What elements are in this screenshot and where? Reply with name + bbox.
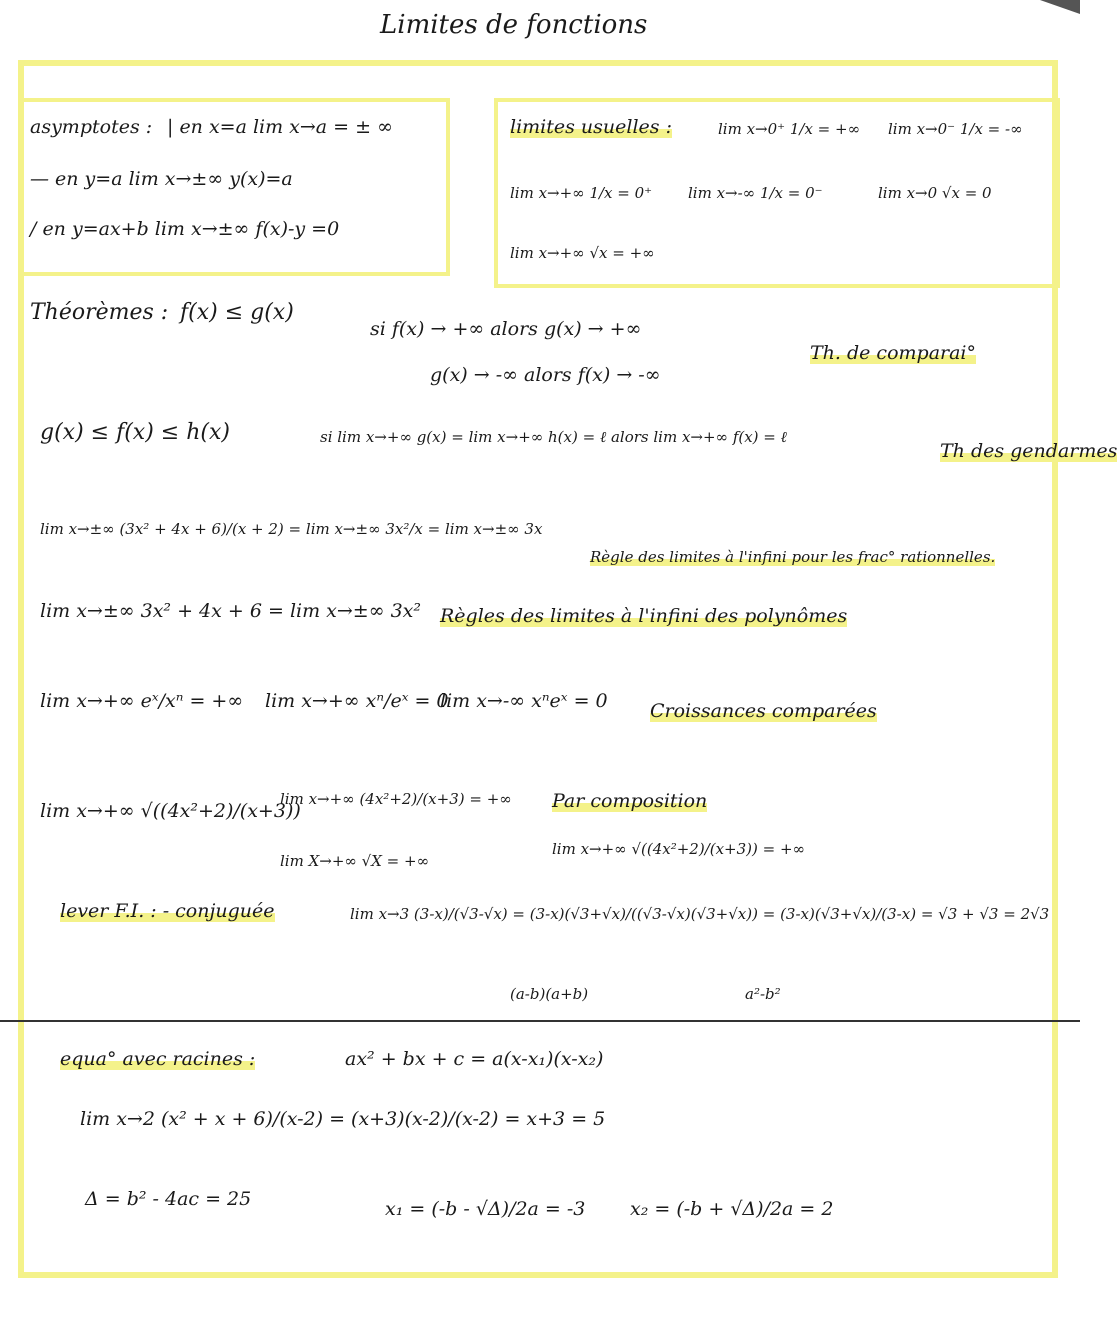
squeeze-theorem-label: Th des gendarmes xyxy=(940,440,1117,462)
roots-delta: Δ = b² - 4ac = 25 xyxy=(85,1188,252,1210)
polynomial-limit-rule: Règles des limites à l'infini des polynômes xyxy=(440,605,848,627)
comparison-theorem-label: Th. de comparai° xyxy=(810,342,977,364)
comparison-condition-1: si f(x) → +∞ alors g(x) → +∞ xyxy=(370,318,642,340)
usual-limit-3: lim x→+∞ 1/x = 0⁺ xyxy=(510,184,653,202)
asymptotes-box xyxy=(18,98,450,276)
composition-expr: lim x→+∞ √((4x²+2)/(x+3)) xyxy=(40,800,301,822)
conjugate-note-difference: a²-b² xyxy=(745,985,781,1003)
squeeze-condition: si lim x→+∞ g(x) = lim x→+∞ h(x) = ℓ alors lim x→+∞ f(x) = ℓ xyxy=(320,428,787,446)
composition-label: Par composition xyxy=(552,790,708,812)
page-title: Limites de fonctions xyxy=(380,10,648,40)
roots-factorization: ax² + bx + c = a(x-x₁)(x-x₂) xyxy=(345,1048,604,1070)
roots-x2: x₂ = (-b + √Δ)/2a = 2 xyxy=(630,1198,834,1220)
roots-limit-expr: lim x→2 (x² + x + 6)/(x-2) = (x+3)(x-2)/(x-2) = x+3 = 5 xyxy=(80,1108,606,1130)
asymptotes-heading: asymptotes : xyxy=(30,116,153,138)
growth-limit-1: lim x→+∞ eˣ/xⁿ = +∞ xyxy=(40,690,244,712)
rational-limit-rule: Règle des limites à l'infini pour les frac° rationnelles. xyxy=(590,548,996,566)
section-divider xyxy=(0,1020,1080,1022)
usual-limit-1: lim x→0⁺ 1/x = +∞ xyxy=(718,120,861,138)
theorems-heading: Théorèmes : xyxy=(30,300,169,325)
composition-result: lim x→+∞ √((4x²+2)/(x+3)) = +∞ xyxy=(552,840,806,858)
squeeze-inequality: g(x) ≤ f(x) ≤ h(x) xyxy=(40,420,230,445)
composition-step-1: lim x→+∞ (4x²+2)/(x+3) = +∞ xyxy=(280,790,512,808)
rational-limit-expr: lim x→±∞ (3x² + 4x + 6)/(x + 2) = lim x→±∞ 3x²/x = lim x→±∞ 3x xyxy=(40,520,543,538)
page-corner-shadow xyxy=(1040,0,1080,14)
usual-limit-4: lim x→-∞ 1/x = 0⁻ xyxy=(688,184,823,202)
roots-label: equa° avec racines : xyxy=(60,1048,256,1070)
growth-rule: Croissances comparées xyxy=(650,700,877,722)
asymptote-vertical: | en x=a lim x→a = ± ∞ xyxy=(167,116,393,138)
asymptote-horizontal: — en y=a lim x→±∞ y(x)=a xyxy=(30,168,293,190)
conjugate-expr: lim x→3 (3-x)/(√3-√x) = (3-x)(√3+√x)/((√3-√x)(√3+√x)) = (3-x)(√3+√x)/(3-x) = √3 + √3 = 2√3 xyxy=(350,905,1050,923)
usual-limit-2: lim x→0⁻ 1/x = -∞ xyxy=(888,120,1023,138)
usual-limit-5: lim x→0 √x = 0 xyxy=(878,184,992,202)
composition-step-2: lim X→+∞ √X = +∞ xyxy=(280,852,430,870)
polynomial-limit-expr: lim x→±∞ 3x² + 4x + 6 = lim x→±∞ 3x² xyxy=(40,600,421,622)
growth-limit-3: lim x→-∞ xⁿeˣ = 0 xyxy=(440,690,608,712)
limites-usuelles-heading: limites usuelles : xyxy=(510,116,672,138)
comparison-condition-2: g(x) → -∞ alors f(x) → -∞ xyxy=(430,364,661,386)
asymptote-oblique: / en y=ax+b lim x→±∞ f(x)-y =0 xyxy=(30,218,340,240)
limites-usuelles-box xyxy=(494,98,1060,288)
growth-limit-2: lim x→+∞ xⁿ/eˣ = 0 xyxy=(265,690,449,712)
comparison-inequality: f(x) ≤ g(x) xyxy=(180,300,294,325)
conjugate-note-product: (a-b)(a+b) xyxy=(510,985,589,1003)
roots-x1: x₁ = (-b - √Δ)/2a = -3 xyxy=(385,1198,586,1220)
usual-limit-6: lim x→+∞ √x = +∞ xyxy=(510,244,655,262)
conjugate-label: lever F.I. : - conjuguée xyxy=(60,900,275,922)
